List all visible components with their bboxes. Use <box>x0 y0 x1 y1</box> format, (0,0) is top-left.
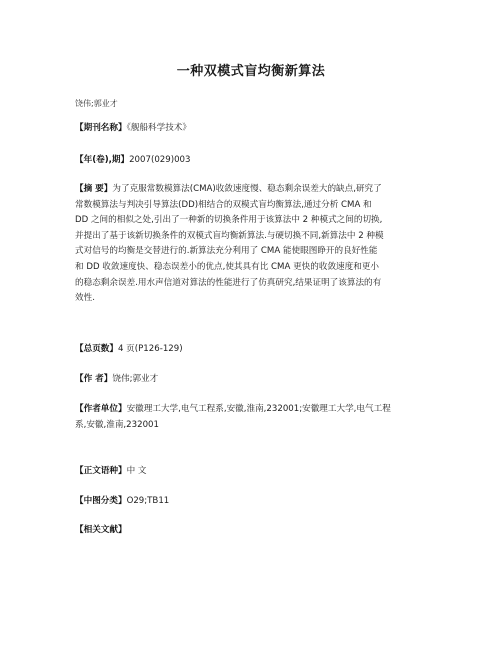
journal-field <box>75 121 427 137</box>
year-issue-value: 2007(029)003 <box>129 155 191 165</box>
classification-label: 【中图分类】 <box>75 496 127 506</box>
year-issue-label: 【年(卷),期】 <box>75 155 130 165</box>
language-label: 【正文语种】 <box>75 466 127 476</box>
language-value: 中 文 <box>126 466 147 476</box>
authors-label: 【作 者】 <box>75 374 113 384</box>
abstract-line: DD 之间的相似之处,引出了一种新的切换条件用于该算法中 2 种模式之间的切换, <box>75 215 383 226</box>
pages-field <box>75 342 427 358</box>
affiliation-text: 安徽理工大学,电气工程系,安徽,淮南,232001;安徽理工大学,电气工程 <box>126 404 391 414</box>
abstract-line: 并提出了基于该新切换条件的双模式盲均衡新算法.与硬切换不同,新算法中 2 种模 <box>75 230 384 241</box>
abstract-line <box>75 182 427 198</box>
journal-value: 《舰船科学技术》 <box>126 123 192 133</box>
abstract-field <box>75 182 427 307</box>
page-title: 一种双模式盲均衡新算法 <box>176 64 326 79</box>
affiliation-line: 系,安徽,淮南,232001 <box>75 419 159 430</box>
related-field <box>75 523 427 539</box>
abstract-line: 的稳态剩余误差.用水声信道对算法的性能进行了仿真研究,结果证明了该算法的有 <box>75 277 382 288</box>
abstract-line: 常数模算法与判决引导算法(DD)相结合的双模式盲均衡算法,通过分析 CMA 和 <box>75 199 372 210</box>
affiliation-label: 【作者单位】 <box>75 404 127 414</box>
abstract-line: 效性. <box>75 293 95 304</box>
abstract-label: 【摘 要】 <box>75 184 113 194</box>
affiliation-field <box>75 402 427 433</box>
authors-value: 饶伟;郭业才 <box>112 374 159 384</box>
affiliation-line <box>75 402 427 418</box>
journal-label: 【期刊名称】 <box>75 123 127 133</box>
classification-field <box>75 494 427 510</box>
pages-value: 4 页(P126-129) <box>117 344 183 354</box>
related-label: 【相关文献】 <box>75 525 127 535</box>
language-field <box>75 464 427 480</box>
author-byline: 饶伟;郭业才 <box>75 99 118 108</box>
authors-field <box>75 372 427 388</box>
abstract-line: 和 DD 收敛速度快、稳态误差小的优点,使其具有比 CMA 更快的收敛速度和更小 <box>75 261 380 272</box>
abstract-line: 式对信号的均衡是交替进行的.新算法充分利用了 CMA 能使眼图睁开的良好性能 <box>75 246 378 257</box>
year-issue-field <box>75 153 427 169</box>
abstract-text: 为了克服常数模算法(CMA)收敛速度慢、稳态剩余误差大的缺点,研究了 <box>112 184 382 194</box>
pages-label: 【总页数】 <box>75 344 118 354</box>
classification-value: O29;TB11 <box>126 496 170 506</box>
